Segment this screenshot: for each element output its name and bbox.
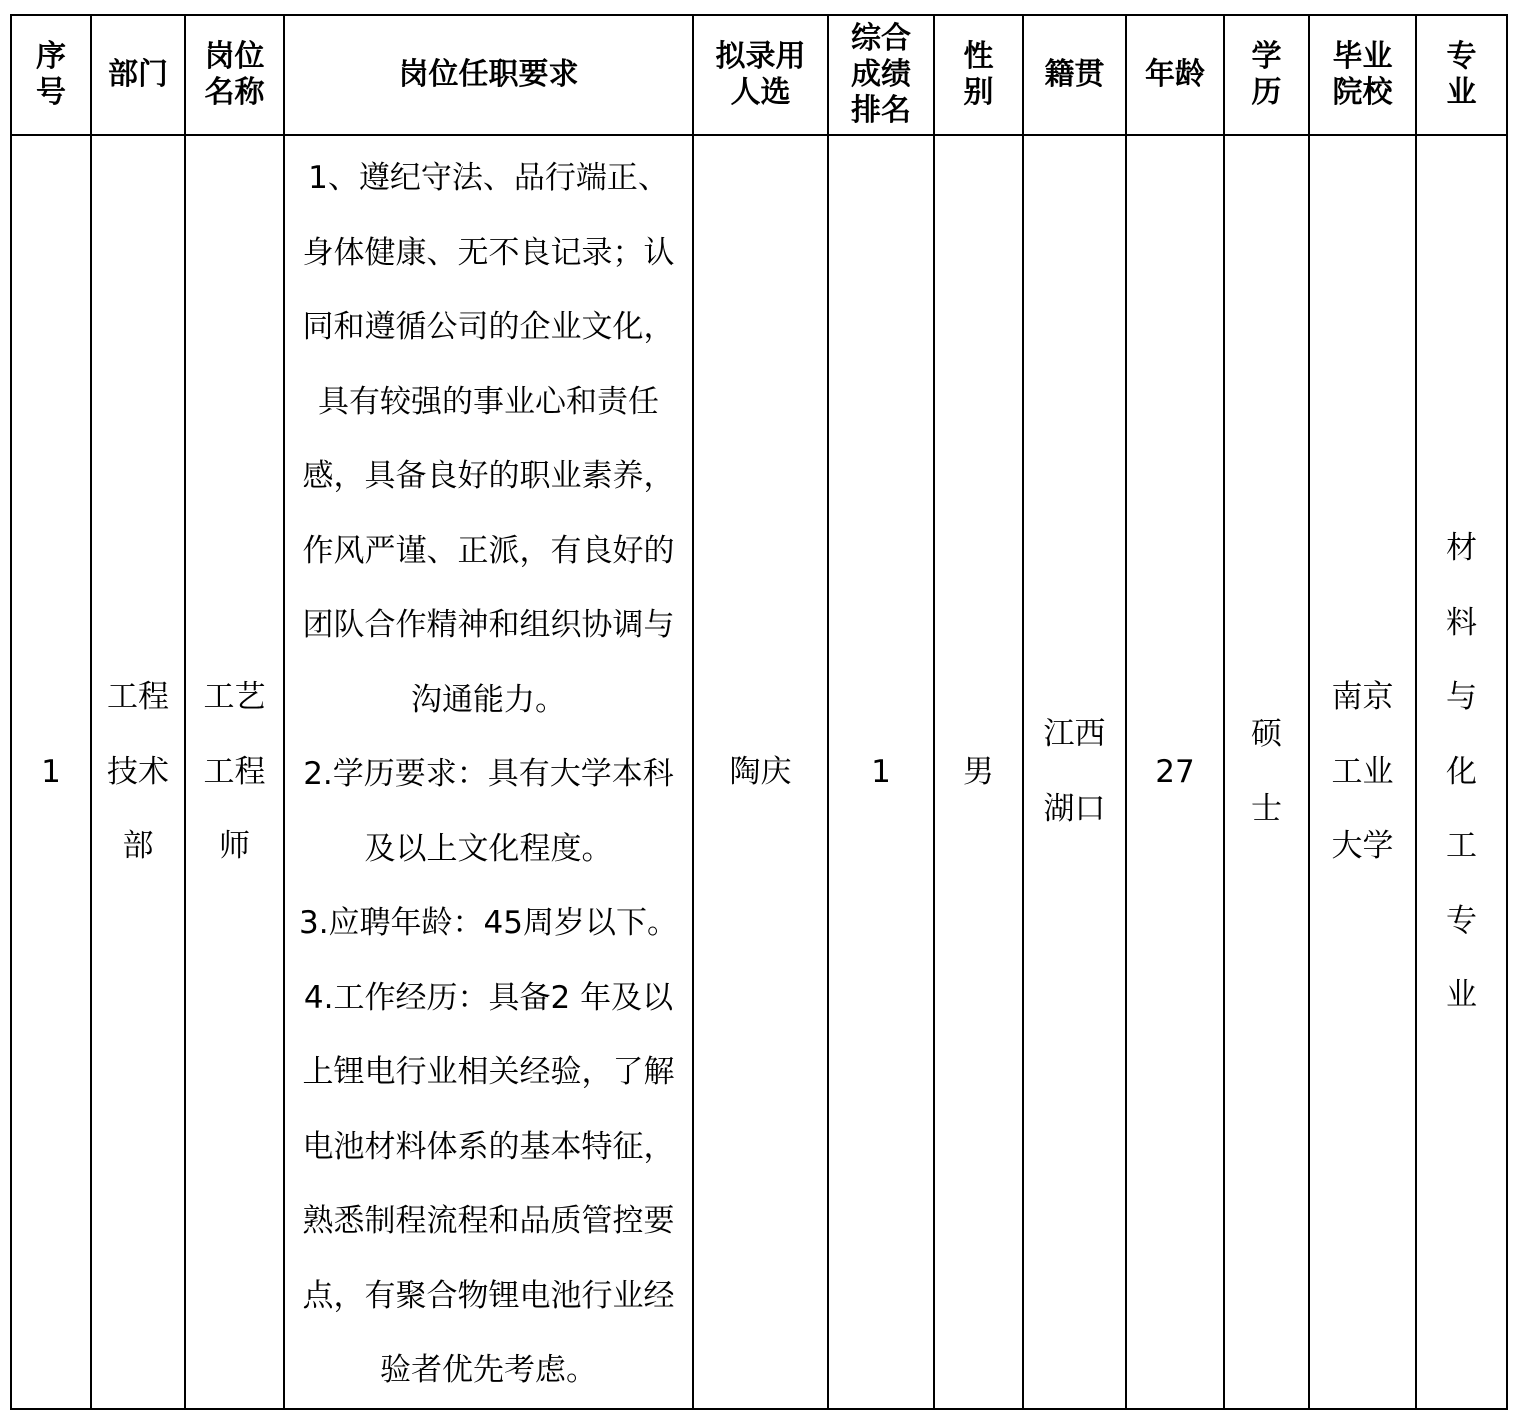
- text-line: 4.工作经历：具备2 年及以: [303, 979, 674, 1016]
- text-line: 点，有聚合物锂电池行业经: [302, 1277, 675, 1314]
- text-line: 岗位: [204, 39, 265, 74]
- cell-education: [1224, 135, 1309, 1409]
- text-line: 部: [122, 828, 154, 864]
- text-line: 工: [1446, 828, 1477, 864]
- text-line: 专: [1446, 39, 1477, 74]
- text-line: 师: [219, 828, 250, 864]
- text-line: 士: [1251, 790, 1282, 827]
- text-line: 别: [963, 75, 994, 110]
- text-line: 业: [1446, 75, 1477, 110]
- text-line: 3.应聘年龄：45周岁以下。: [298, 905, 679, 941]
- cell-gender: 男: [934, 135, 1023, 1409]
- header-origin: [1023, 15, 1126, 135]
- text-line: 部门: [108, 57, 168, 92]
- header-requirements: [284, 15, 693, 135]
- header-position: [185, 15, 284, 135]
- text-line: 工业: [1331, 753, 1394, 790]
- text-line: 院校: [1332, 75, 1393, 110]
- header-school: [1309, 15, 1416, 135]
- header-seq: [11, 15, 91, 135]
- text-line: 材: [1446, 530, 1477, 566]
- text-line: 籍贯: [1044, 57, 1105, 92]
- text-line: 沟通能力。: [411, 681, 566, 718]
- text-line: 硕: [1251, 716, 1282, 753]
- text-line: 及以上文化程度。: [364, 830, 613, 867]
- text-line: 大学: [1331, 828, 1394, 864]
- text-line: 岗位任职要求: [398, 57, 579, 92]
- text-line: 具有较强的事业心和责任: [318, 383, 659, 420]
- text-line: 性: [963, 39, 994, 74]
- cell-age: 27: [1126, 135, 1224, 1409]
- personnel-table: [10, 14, 1508, 1410]
- text-line: 毕业: [1332, 39, 1393, 74]
- text-line: 号: [36, 75, 66, 110]
- text-line: 业: [1446, 977, 1477, 1013]
- cell-major: [1416, 135, 1507, 1409]
- text-line: 工程: [107, 679, 169, 715]
- header-major: [1416, 15, 1507, 135]
- text-line: 同和遵循公司的企业文化，: [302, 309, 675, 345]
- text-line: 江西: [1043, 716, 1106, 753]
- text-line: 身体健康、无不良记录；认: [302, 234, 675, 271]
- text-line: 1、遵纪守法、品行端正、: [308, 160, 669, 196]
- text-line: 名称: [204, 75, 265, 110]
- cell-requirements: [284, 135, 693, 1409]
- header-candidate: [693, 15, 828, 135]
- text-line: 成绩: [851, 57, 911, 92]
- text-line: 2.学历要求：具有大学本科: [303, 756, 674, 792]
- text-line: 感，具备良好的职业素养，: [302, 458, 675, 494]
- text-line: 学: [1251, 39, 1282, 74]
- text-line: 专: [1446, 902, 1477, 939]
- text-line: 技术: [107, 753, 169, 790]
- header-education: [1224, 15, 1309, 135]
- header-gender: [934, 15, 1023, 135]
- text-line: 湖口: [1043, 790, 1106, 827]
- table-row: [11, 135, 1507, 1409]
- text-line: 南京: [1331, 679, 1394, 715]
- text-line: 排名: [851, 93, 911, 128]
- header-rank: [828, 15, 934, 135]
- text-line: 电池材料体系的基本特征，: [302, 1128, 675, 1165]
- header-age: [1126, 15, 1224, 135]
- text-line: 序: [36, 39, 66, 74]
- cell-seq: 1: [11, 135, 91, 1409]
- text-line: 人选: [730, 75, 791, 110]
- text-line: 上锂电行业相关经验，了解: [302, 1054, 675, 1090]
- text-line: 作风严谨、正派，有良好的: [302, 532, 675, 569]
- text-line: 化: [1446, 753, 1477, 790]
- text-line: 料: [1446, 604, 1477, 641]
- header-dept: [91, 15, 185, 135]
- cell-origin: [1023, 135, 1126, 1409]
- cell-rank: 1: [828, 135, 934, 1409]
- text-line: 与: [1446, 679, 1477, 715]
- text-line: 团队合作精神和组织协调与: [302, 607, 675, 643]
- text-line: 综合: [851, 21, 911, 56]
- text-line: 历: [1251, 75, 1282, 110]
- cell-candidate: 陶庆: [693, 135, 828, 1409]
- cell-school: [1309, 135, 1416, 1409]
- text-line: 熟悉制程流程和品质管控要: [302, 1203, 675, 1239]
- text-line: 工艺: [203, 679, 266, 715]
- text-line: 验者优先考虑。: [380, 1352, 597, 1388]
- cell-position: [185, 135, 284, 1409]
- text-line: 年龄: [1145, 57, 1205, 92]
- header-row: [11, 15, 1507, 135]
- text-line: 工程: [203, 753, 266, 790]
- cell-dept: [91, 135, 185, 1409]
- text-line: 拟录用: [715, 39, 806, 74]
